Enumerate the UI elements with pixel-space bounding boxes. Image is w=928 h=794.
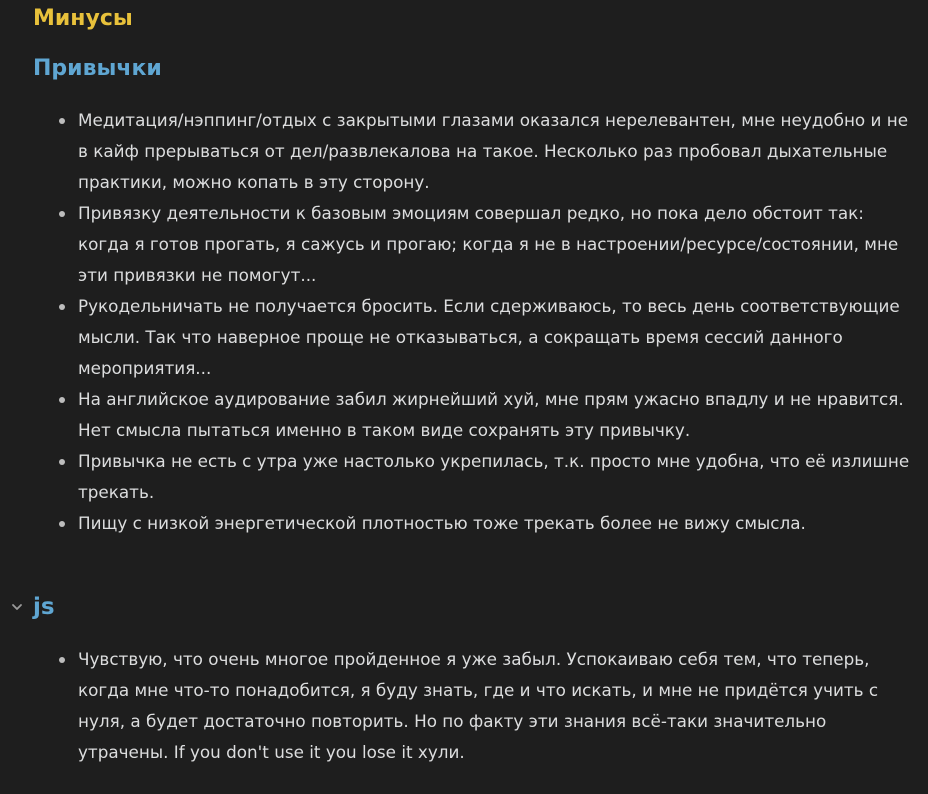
bullet-icon (59, 397, 65, 403)
list-item (78, 644, 918, 768)
list-item (78, 446, 918, 508)
bullet-icon (59, 459, 65, 465)
list-item (78, 384, 918, 446)
heading-minus: Минусы (33, 6, 133, 31)
js-list (78, 644, 918, 768)
list-item-text: Рукодельничать не получается бросить. Если сдерживаюсь, то весь день соответствующие мысли. Так что наверное проще не отказываться, а сокращать время сессий данного мероприятия... (78, 296, 900, 378)
heading-js: js (33, 594, 55, 620)
bullet-icon (59, 211, 65, 217)
list-item-text: Пищу с низкой энергетической плотностью тоже трекать более не вижу смысла. (78, 513, 806, 533)
list-item-text: Чувствую, что очень многое пройденное я уже забыл. Успокаиваю себя тем, что теперь, когда мне что-то понадобится, я буду знать, где и что искать, и мне не придётся учить с нуля, а будет достаточно повторить. Но по факту эти знания всё-таки значительно утрачены. If you don't use it you lose it хули. (78, 649, 879, 762)
list-item (78, 198, 918, 291)
heading-habits: Привычки (33, 56, 162, 81)
list-item-text: Привычка не есть с утра уже настолько укрепилась, т.к. просто мне удобна, что её излишне трекать. (78, 451, 910, 502)
list-item (78, 105, 918, 198)
bullet-icon (59, 304, 65, 310)
habits-list (78, 105, 918, 539)
list-item (78, 508, 918, 539)
list-item-text: Медитация/нэппинг/отдых с закрытыми глазами оказался нерелевантен, мне неудобно и не в кайф прерываться от дел/развлекалова на такое. Несколько раз пробовал дыхательные практики, можно копать в эту сторону. (78, 110, 909, 192)
bullet-icon (59, 118, 65, 124)
bullet-icon (59, 521, 65, 527)
list-item-text: Привязку деятельности к базовым эмоциям совершал редко, но пока дело обстоит так: когда я готов прогать, я сажусь и прогаю; когда я не в настроении/ресурсе/состоянии, мне эти привязки не помогут... (78, 203, 899, 285)
chevron-down-icon[interactable] (9, 599, 25, 615)
list-item (78, 291, 918, 384)
bullet-icon (59, 657, 65, 663)
list-item-text: На английское аудирование забил жирнейший хуй, мне прям ужасно впадлу и не нравится. Нет смысла пытаться именно в таком виде сохранять эту привычку. (78, 389, 904, 440)
